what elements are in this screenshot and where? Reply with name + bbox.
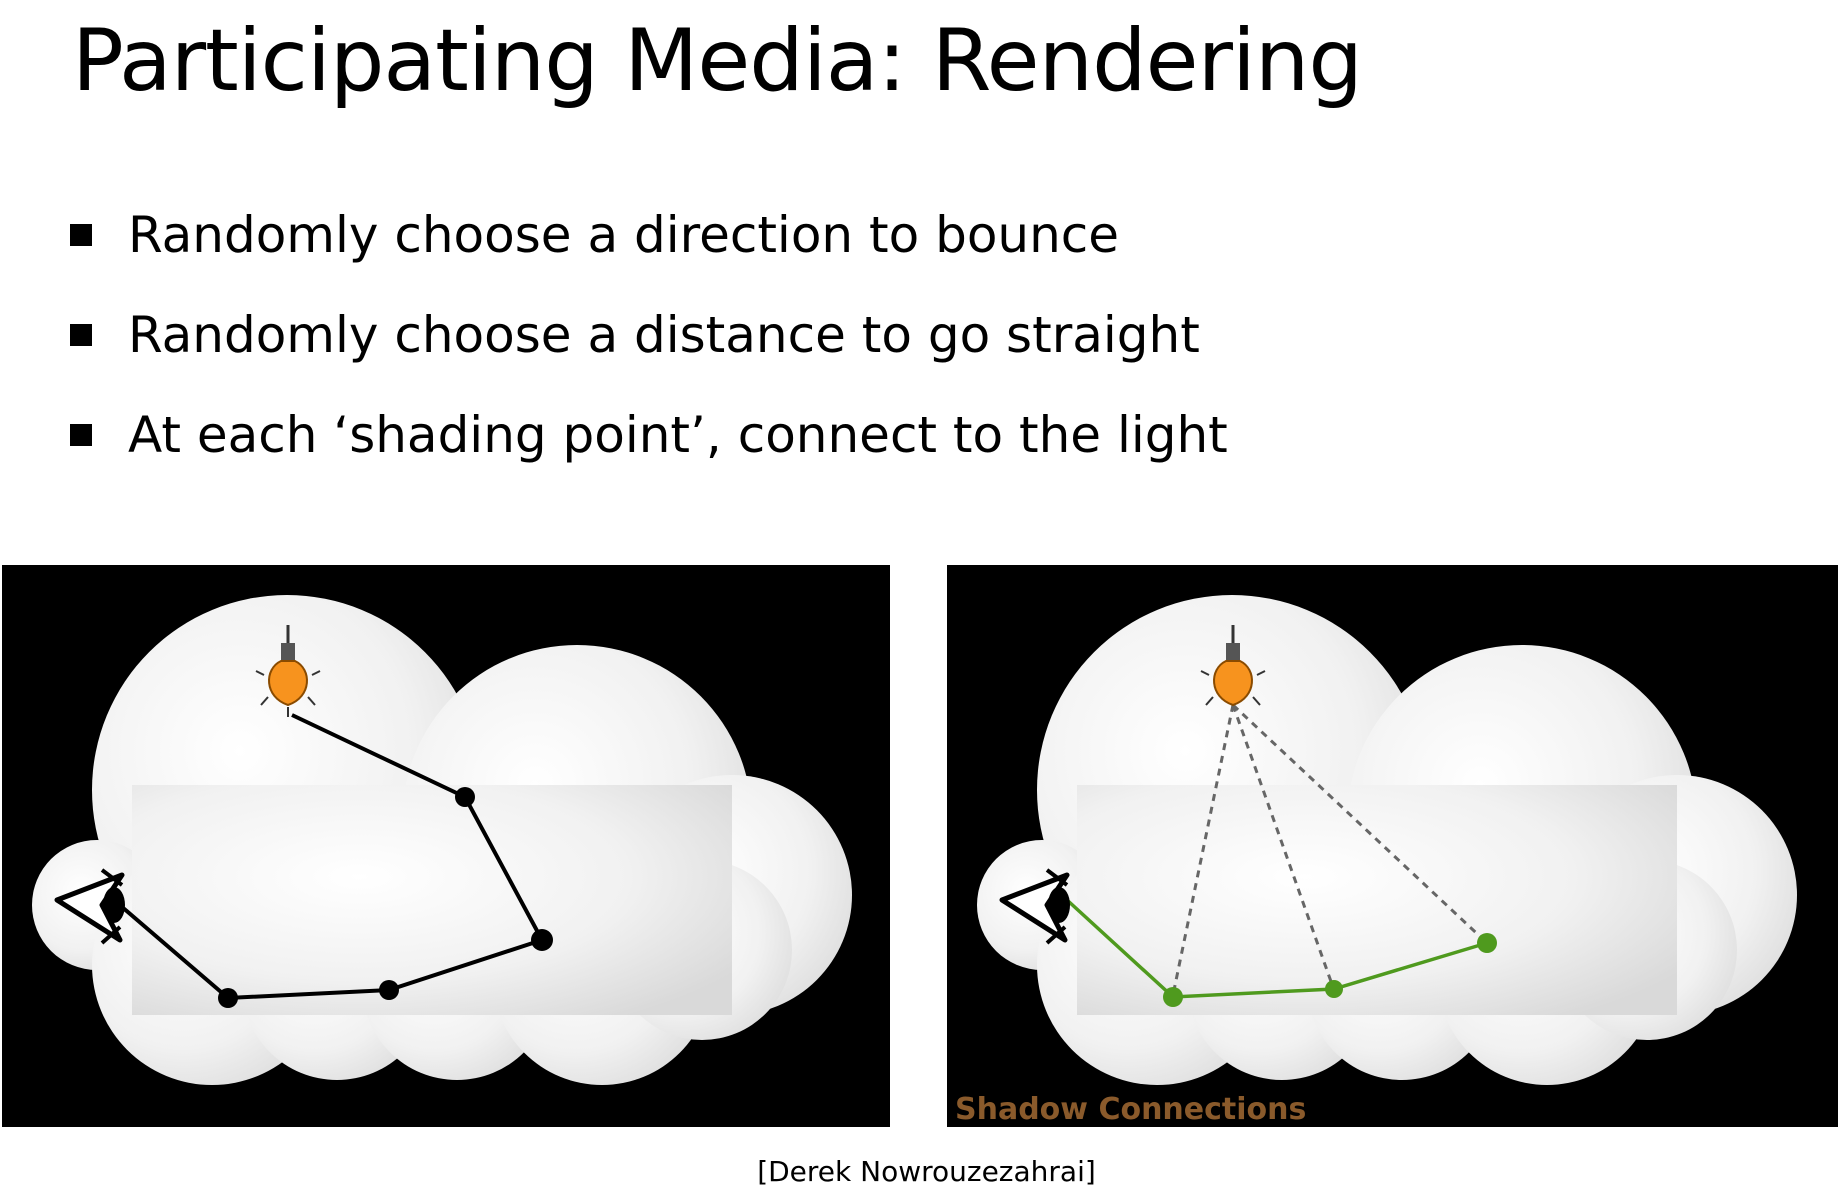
random-walk-diagram bbox=[2, 565, 890, 1127]
bullet-item bbox=[70, 185, 1228, 285]
figure-caption: Shadow Connections bbox=[955, 1092, 1307, 1127]
square-bullet-icon bbox=[70, 224, 92, 246]
shadow-connections-figure bbox=[947, 565, 1838, 1127]
bullet-item bbox=[70, 385, 1228, 485]
random-walk-figure bbox=[2, 565, 890, 1127]
slide-title: Participating Media: Rendering bbox=[72, 11, 1362, 111]
bullet-text: Randomly choose a direction to bounce bbox=[128, 206, 1120, 264]
square-bullet-icon bbox=[70, 324, 92, 346]
citation: [Derek Nowrouzezahrai] bbox=[757, 1155, 1096, 1188]
cloud-shape bbox=[32, 595, 852, 1085]
bullet-text: At each ‘shading point’, connect to the light bbox=[128, 406, 1228, 464]
bullet-item bbox=[70, 285, 1228, 385]
square-bullet-icon bbox=[70, 424, 92, 446]
shadow-connections-diagram bbox=[947, 565, 1838, 1127]
bullet-list bbox=[70, 185, 1228, 485]
bullet-text: Randomly choose a distance to go straight bbox=[128, 306, 1200, 364]
cloud-shape bbox=[977, 595, 1797, 1085]
